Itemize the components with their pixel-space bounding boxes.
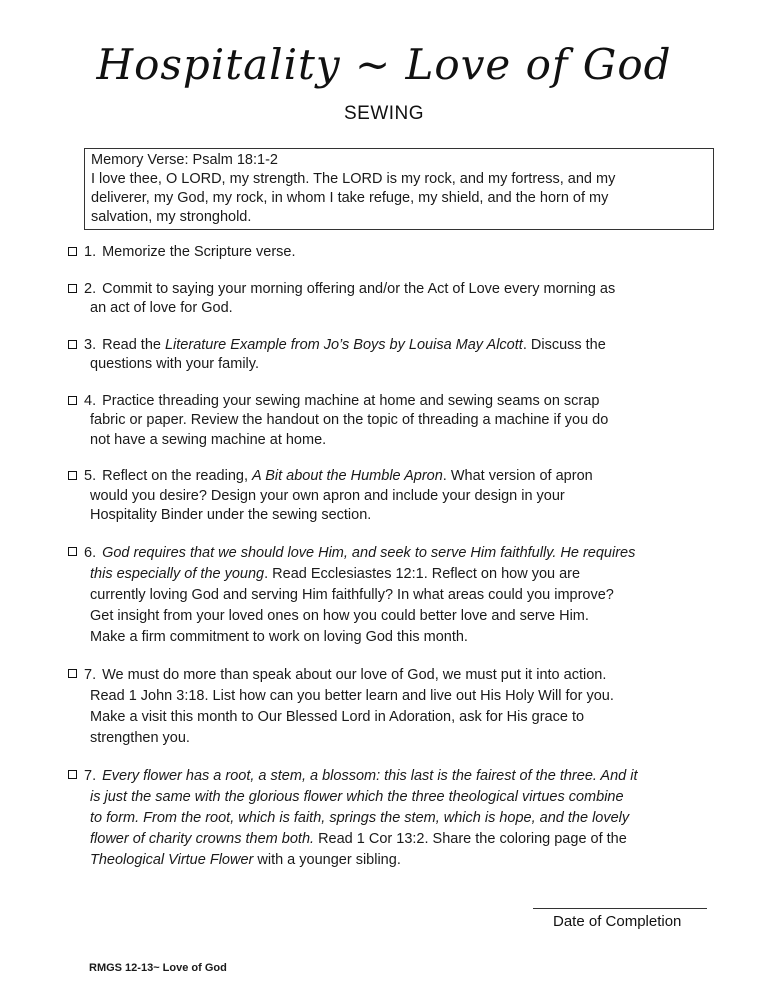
task-text-italic: A Bit about the Humble Apron xyxy=(252,468,443,484)
checkbox[interactable] xyxy=(68,284,77,293)
task-text-italic: this especially of the young xyxy=(90,565,265,582)
task-number: 1. xyxy=(84,244,97,260)
task-number: 7. xyxy=(84,767,97,784)
task-text: Read 1 John 3:18. List how can you better learn and live out His Holy Will for you. xyxy=(90,687,614,704)
task-text: Get insight from your loved ones on how you could better love and serve Him. xyxy=(90,607,589,624)
task-item xyxy=(68,665,713,749)
memory-verse-line: salvation, my stronghold. xyxy=(91,209,252,225)
memory-verse-line: I love thee, O LORD, my strength. The LORD is my rock, and my fortress, and my xyxy=(91,171,616,187)
task-text: would you desire? Design your own apron and include your design in your xyxy=(90,487,565,504)
task-number: 5. xyxy=(84,468,97,484)
task-text-italic: Literature Example from Jo’s Boys by Louisa May Alcott xyxy=(164,336,523,353)
page-footer: RMGS 12-13~ Love of God xyxy=(89,962,227,974)
task-text: . Discuss the xyxy=(522,336,606,353)
task-text: an act of love for God. xyxy=(90,300,233,316)
task-text: strengthen you. xyxy=(90,729,190,746)
task-text: not have a sewing machine at home. xyxy=(90,431,327,448)
task-text-italic: is just the same with the glorious flower which the three theological virtues combine xyxy=(90,788,624,805)
task-number: 6. xyxy=(84,544,97,561)
memory-verse-box xyxy=(84,148,714,230)
task-item xyxy=(68,280,713,319)
task-item xyxy=(68,392,713,451)
page-subtitle: SEWING xyxy=(343,103,425,124)
task-item xyxy=(68,467,713,526)
memory-verse-line: deliverer, my God, my rock, in whom I take refuge, my shield, and the horn of my xyxy=(91,190,609,206)
task-text-italic: Every flower has a root, a stem, a blossom: this last is the fairest of the three. And it xyxy=(102,767,638,784)
task-text: Read 1 Cor 13:2. Share the coloring page of the xyxy=(314,830,627,847)
checkbox[interactable] xyxy=(68,770,77,779)
task-number: 4. xyxy=(84,392,97,409)
checkbox[interactable] xyxy=(68,547,77,556)
task-text: fabric or paper. Review the handout on the topic of threading a machine if you do xyxy=(90,412,609,428)
task-text: Make a firm commitment to work on loving God this month. xyxy=(90,628,468,645)
task-text: Hospitality Binder under the sewing section. xyxy=(90,507,372,523)
checkbox[interactable] xyxy=(68,471,77,480)
task-text: We must do more than speak about our love of God, we must put it into action. xyxy=(102,666,607,683)
task-text: Make a visit this month to Our Blessed Lord in Adoration, ask for His grace to xyxy=(90,708,585,725)
task-text-italic: God requires that we should love Him, and seek to serve Him faithfully. He requires xyxy=(102,544,636,561)
task-text: Memorize the Scripture verse. xyxy=(102,244,296,260)
task-text: Read the xyxy=(102,336,165,353)
task-text-italic: flower of charity crowns them both. xyxy=(90,830,315,847)
task-number: 3. xyxy=(84,336,97,353)
task-text: . What version of apron xyxy=(442,468,593,484)
task-text-italic: Theological Virtue Flower xyxy=(90,851,254,868)
task-text: questions with your family. xyxy=(90,356,259,372)
checkbox[interactable] xyxy=(68,396,77,405)
task-text-italic: to form. From the root, which is faith, springs the stem, which is hope, and the lovely xyxy=(90,809,630,826)
task-text: Commit to saying your morning offering and/or the Act of Love every morning as xyxy=(102,280,616,297)
checkbox[interactable] xyxy=(68,669,77,678)
checkbox[interactable] xyxy=(68,247,77,256)
task-number: 7. xyxy=(84,666,97,683)
task-item xyxy=(68,543,713,648)
task-number: 2. xyxy=(84,280,97,297)
task-item xyxy=(68,243,713,263)
page-title: Hospitality ~ Love of God xyxy=(96,40,672,89)
task-item xyxy=(68,336,713,375)
checkbox[interactable] xyxy=(68,340,77,349)
task-text: Reflect on the reading, xyxy=(102,468,253,484)
task-item xyxy=(68,766,713,871)
task-list xyxy=(68,243,713,888)
signature-line xyxy=(533,908,707,909)
task-text: Practice threading your sewing machine at home and sewing seams on scrap xyxy=(102,392,600,409)
completion-label: Date of Completion xyxy=(553,913,682,930)
task-text: . Read Ecclesiastes 12:1. Reflect on how you are xyxy=(264,565,581,582)
task-text: with a younger sibling. xyxy=(253,851,401,868)
memory-verse-heading: Memory Verse: Psalm 18:1-2 xyxy=(91,152,278,168)
task-text: currently loving God and serving Him faithfully? In what areas could you improve? xyxy=(90,586,614,603)
